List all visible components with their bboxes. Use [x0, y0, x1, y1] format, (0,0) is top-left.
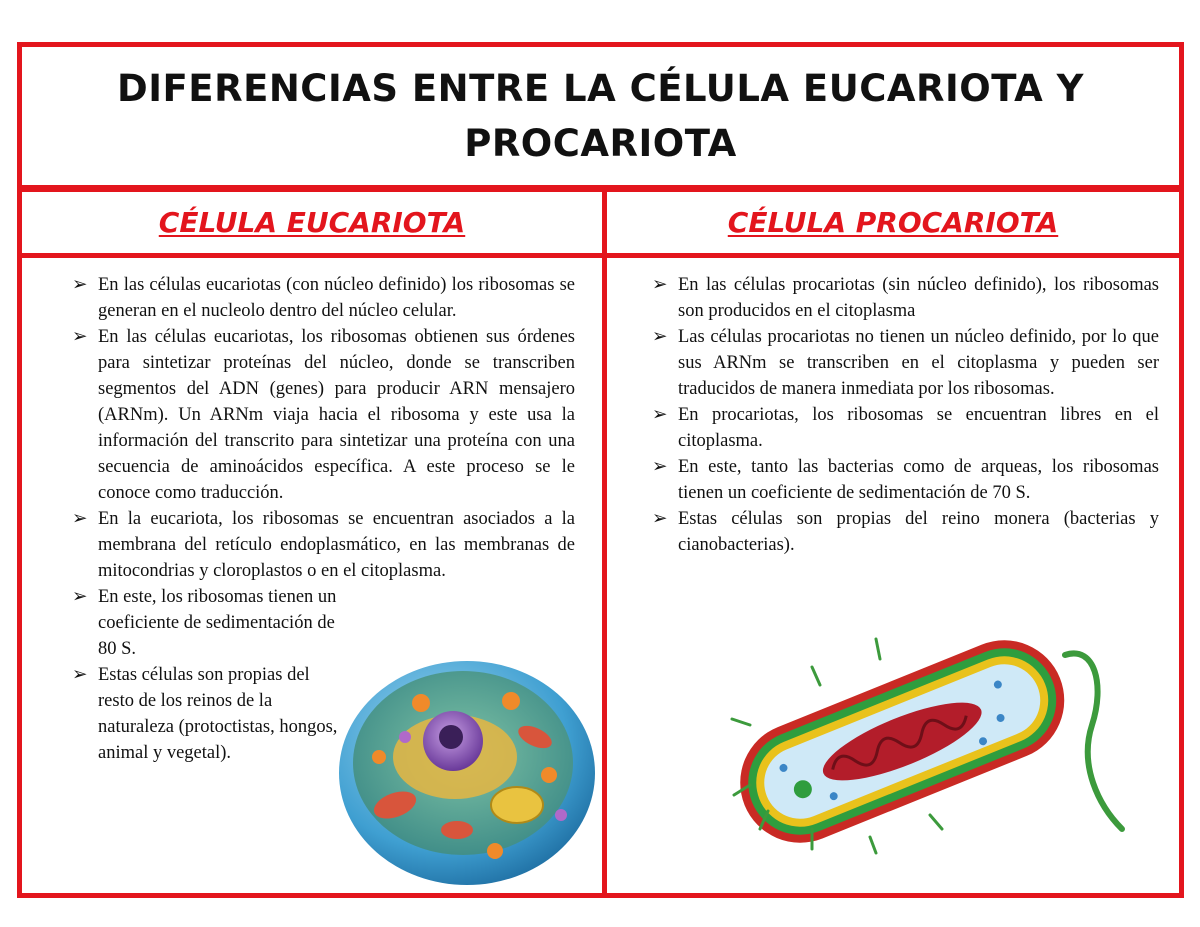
page-title: DIFERENCIAS ENTRE LA CÉLULA EUCARIOTA Y PROCARIOTA	[117, 67, 1084, 165]
lysosome	[502, 692, 520, 710]
prokaryote-heading-box	[602, 187, 1184, 258]
lysosome	[372, 750, 386, 764]
list-item: ➢ En la eucariota, los ribosomas se encuentran asociados a la membrana del retículo endoplasmático, en las membranas de mitocondrias y cloroplastos o en el citoplasma.	[72, 506, 575, 584]
arrow-bullet-icon: ➢	[72, 587, 88, 607]
flagellum	[1065, 653, 1122, 829]
arrow-bullet-icon: ➢	[72, 509, 88, 529]
list-item: ➢ En este, tanto las bacterias como de arqueas, los ribosomas tienen un coeficiente de sedimentación de 70 S.	[652, 454, 1159, 506]
arrow-bullet-icon: ➢	[652, 327, 668, 347]
nucleolus	[439, 725, 463, 749]
golgi-apparatus	[491, 787, 543, 823]
lysosome	[541, 767, 557, 783]
mitochondrion	[441, 821, 473, 839]
arrow-bullet-icon: ➢	[652, 275, 668, 295]
list-item: ➢ En las células eucariotas (con núcleo definido) los ribosomas se generan en el nucleolo dentro del núcleo celular.	[72, 272, 575, 324]
arrow-bullet-icon: ➢	[72, 665, 88, 685]
list-item: ➢ En las células procariotas (sin núcleo definido), los ribosomas son producidos en el citoplasma	[652, 272, 1159, 324]
arrow-bullet-icon: ➢	[652, 405, 668, 425]
list-item: ➢ Estas células son propias del reino monera (bacterias y cianobacterias).	[652, 506, 1159, 558]
lysosome	[487, 843, 503, 859]
arrow-bullet-icon: ➢	[72, 327, 88, 347]
arrow-bullet-icon: ➢	[652, 457, 668, 477]
arrow-bullet-icon: ➢	[652, 509, 668, 529]
list-item: ➢ Las células procariotas no tienen un núcleo definido, por lo que sus ARNm se transcriben en el citoplasma y pueden ser traducidos de manera inmediata por los ribosomas.	[652, 324, 1159, 402]
prokaryotic-cell-illustration	[720, 615, 1140, 855]
prokaryote-list	[652, 272, 1159, 558]
vesicle	[555, 809, 567, 821]
eukaryotic-cell-illustration	[335, 645, 600, 890]
arrow-bullet-icon: ➢	[72, 275, 88, 295]
list-item: ➢ En procariotas, los ribosomas se encuentran libres en el citoplasma.	[652, 402, 1159, 454]
eukaryote-heading-box	[17, 187, 607, 258]
title-box	[17, 42, 1184, 190]
list-item: ➢ Estas células son propias del resto de los reinos de la naturaleza (protoctistas, hongos, animal y vegetal).	[72, 662, 346, 766]
vesicle	[399, 731, 411, 743]
eukaryote-heading: CÉLULA EUCARIOTA	[158, 206, 466, 239]
prokaryote-heading: CÉLULA PROCARIOTA	[727, 206, 1059, 239]
list-item: ➢ En este, los ribosomas tienen un coeficiente de sedimentación de 80 S.	[72, 584, 346, 662]
list-item: ➢ En las células eucariotas, los ribosomas obtienen sus órdenes para sintetizar proteínas del núcleo, donde se transcriben segmentos del ADN (genes) para producir ARN mensajero (ARNm). Un ARNm viaja hacia el ribosoma y este usa la información del transcrito para sintetizar una proteína con una secuencia de aminoácidos específica. A este proceso se le conoce como traducción.	[72, 324, 575, 506]
lysosome	[412, 694, 430, 712]
